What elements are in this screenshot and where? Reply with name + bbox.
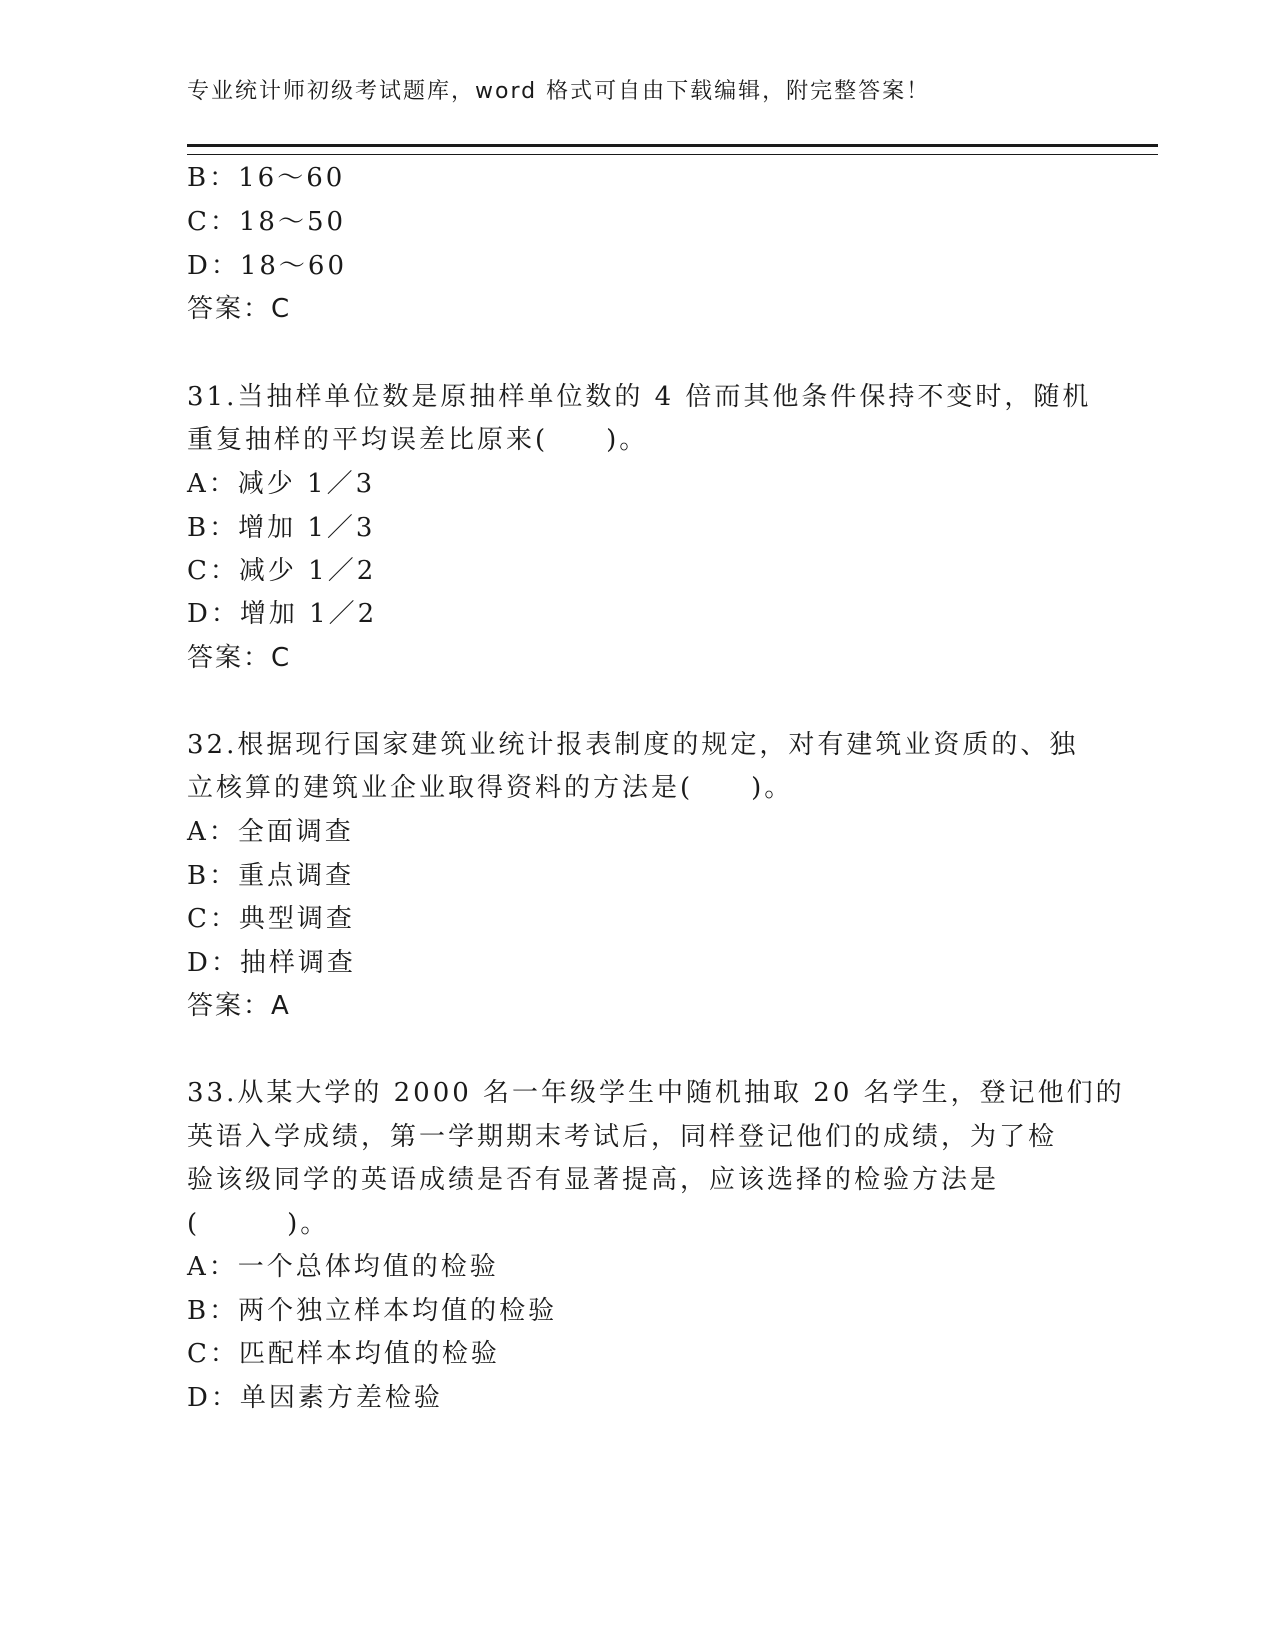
header-divider [187, 144, 1158, 155]
question-33-option-c: C：匹配样本均值的检验 [187, 1339, 500, 1369]
question-32-option-a: A：全面调查 [187, 817, 354, 847]
question-32-option-b: B：重点调查 [187, 861, 355, 891]
question-33-option-d: D：单因素方差检验 [187, 1383, 443, 1413]
question-32-stem-line-1: 32.根据现行国家建筑业统计报表制度的规定，对有建筑业资质的、独 [187, 730, 1079, 760]
question-31-option-c: C：减少 1／2 [187, 556, 377, 586]
question-33-option-a: A：一个总体均值的检验 [187, 1252, 499, 1282]
question-31-option-d: D：增加 1／2 [187, 599, 378, 629]
question-31-answer: 答案：C [187, 643, 292, 673]
answer: 答案：C [187, 294, 292, 324]
question-31-option-a: A：减少 1／3 [187, 469, 376, 499]
question-32-answer: 答案：A [187, 991, 291, 1021]
option-d: D：18～60 [187, 251, 348, 281]
question-32-option-c: C：典型调查 [187, 904, 355, 934]
question-33-option-b: B：两个独立样本均值的检验 [187, 1296, 558, 1326]
question-32-stem-line-2: 立核算的建筑业企业取得资料的方法是( )。 [187, 773, 794, 803]
question-31-option-b: B：增加 1／3 [187, 513, 376, 543]
document-header: 专业统计师初级考试题库，word 格式可自由下载编辑，附完整答案！ [187, 79, 931, 104]
option-b: B：16～60 [187, 163, 346, 193]
option-c: C：18～50 [187, 207, 347, 237]
question-33-stem-line-3: 验该级同学的英语成绩是否有显著提高，应该选择的检验方法是 [187, 1165, 1000, 1195]
question-33-stem-line-1: 33.从某大学的 2000 名一年级学生中随机抽取 20 名学生，登记他们的 [187, 1078, 1125, 1108]
question-33-stem-line-4: ( )。 [187, 1209, 330, 1239]
question-33-stem-line-2: 英语入学成绩，第一学期期末考试后，同样登记他们的成绩，为了检 [187, 1122, 1058, 1152]
question-31-stem-line-2: 重复抽样的平均误差比原来( )。 [187, 425, 649, 455]
question-31-stem-line-1: 31.当抽样单位数是原抽样单位数的 4 倍而其他条件保持不变时，随机 [187, 382, 1092, 412]
question-32-option-d: D：抽样调查 [187, 948, 356, 978]
